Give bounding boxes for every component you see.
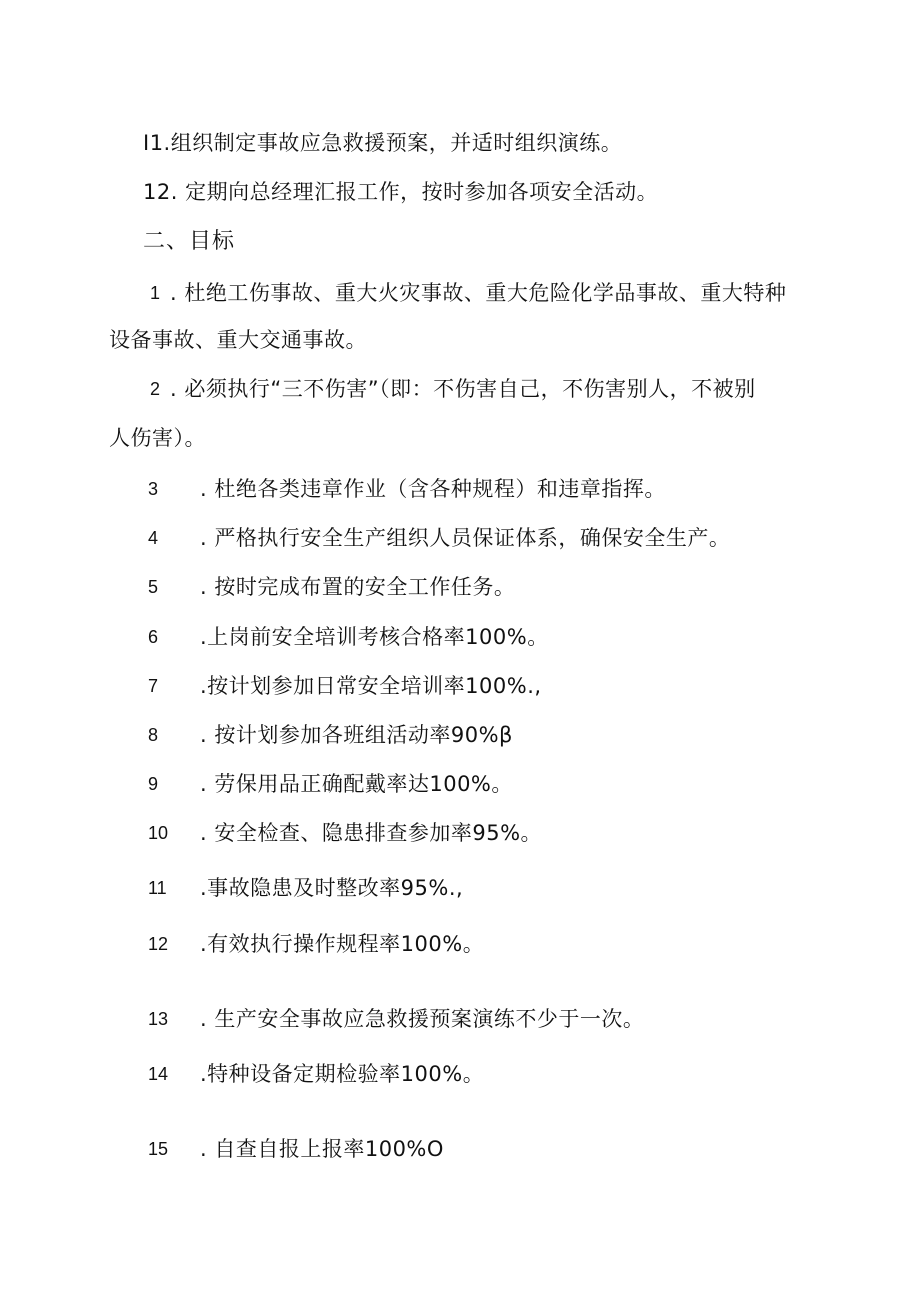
goal-number: 5 (148, 577, 159, 597)
goal-text: . 按计划参加各班组活动率90%β (200, 723, 513, 747)
goal-text: .特种设备定期检验率100%。 (200, 1062, 485, 1086)
section-heading-goals: 二、目标 (143, 229, 236, 254)
goal-text: . 严格执行安全生产组织人员保证体系，确保安全生产。 (200, 526, 731, 550)
duty-item-12: 12. 定期向总经理汇报工作，按时参加各项安全活动。 (143, 180, 659, 204)
goal-text: . 自查自报上报率100%O (200, 1137, 444, 1161)
goal-number: 14 (148, 1064, 169, 1084)
goal-number: 10 (148, 823, 169, 843)
goal-text: .事故隐患及时整改率95%., (200, 876, 464, 900)
goal-number: 9 (148, 774, 159, 794)
goal-number: 11 (148, 878, 167, 898)
goal-text-continuation: 人伤害）。 (109, 426, 206, 450)
goal-text: .按计划参加日常安全培训率100%., (200, 674, 542, 698)
duty-item-11: I1.组织制定事故应急救援预案，并适时组织演练。 (143, 131, 623, 155)
goal-text: .有效执行操作规程率100%。 (200, 932, 485, 956)
goal-text: . 生产安全事故应急救援预案演练不少于一次。 (200, 1007, 645, 1031)
goal-number: 4 (148, 528, 159, 548)
goal-text: . 劳保用品正确配戴率达100%。 (200, 772, 513, 796)
goal-text: . 安全检查、隐患排查参加率95%。 (200, 821, 543, 845)
goal-text: . 必须执行“三不伤害”（即：不伤害自己，不伤害别人，不被别 (170, 377, 756, 401)
goal-number: 3 (148, 479, 159, 499)
goal-number: 8 (148, 725, 159, 745)
goal-number: 6 (148, 627, 159, 647)
goal-text: . 杜绝工伤事故、重大火灾事故、重大危险化学品事故、重大特种 (170, 281, 787, 305)
goal-text: . 按时完成布置的安全工作任务。 (200, 575, 516, 599)
goal-text: . 杜绝各类违章作业（含各种规程）和违章指挥。 (200, 477, 666, 501)
goal-number: 7 (148, 676, 159, 696)
goal-number: 12 (148, 934, 169, 954)
goal-text: .上岗前安全培训考核合格率100%。 (200, 625, 549, 649)
goal-number: 1 (150, 283, 161, 303)
goal-number: 13 (148, 1009, 169, 1029)
goal-text-continuation: 设备事故、重大交通事故。 (109, 328, 367, 352)
goal-number: 2 (150, 379, 161, 399)
goal-number: 15 (148, 1139, 169, 1159)
